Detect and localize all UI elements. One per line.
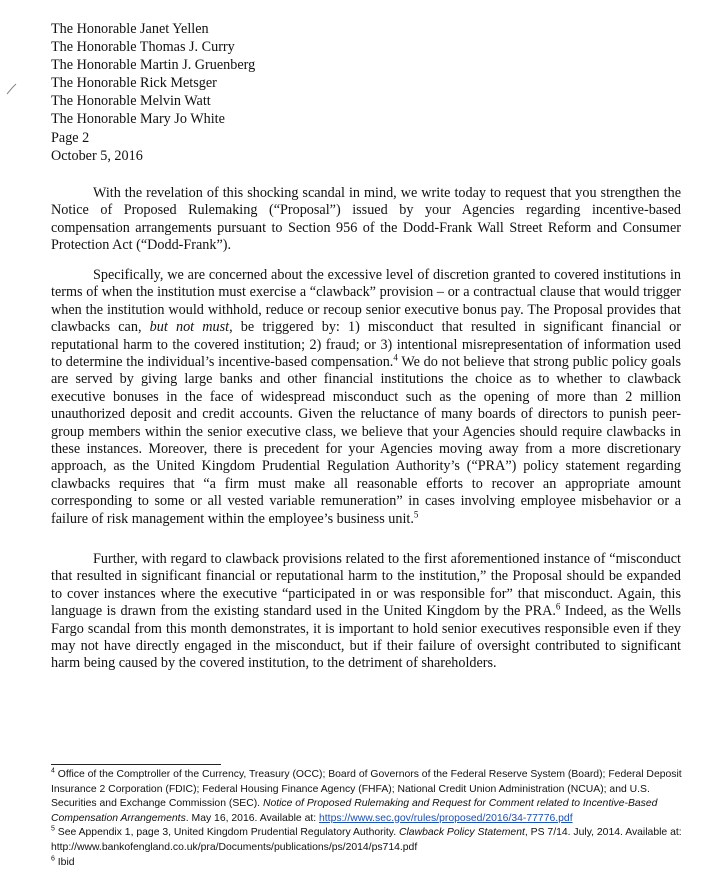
footnotes (51, 768, 691, 870)
footnote-title: Clawback Policy Statement (398, 827, 525, 839)
addressee-line: The Honorable Melvin Watt (51, 93, 211, 110)
footnote-link[interactable]: https://www.sec.gov/rules/proposed/2016/34-77776.pdf (319, 812, 573, 824)
addressee-line: The Honorable Martin J. Gruenberg (51, 57, 256, 74)
paragraph-text: , be triggered by: 1) misconduct that resulted in significant financial or reputational harm to the covered institution; 2) fraud; or 3) intentional misrepresentation of information used to determine the individual’s incentive-based compensation. (51, 319, 682, 371)
footnote-ref-5[interactable]: 5 (413, 508, 419, 519)
footnote-ref-4[interactable]: 4 (393, 352, 398, 363)
footnote-text: See Appendix 1, page 3, United Kingdom Prudential Regulatory Authority. (54, 827, 399, 839)
paragraph-text: Indeed, as the Wells Fargo scandal from this month demonstrates, it is important to hold senior executives responsible even if they may not have directly engaged in the misconduct, but if their failure of oversight contributed to significant harm being caused by the covered institution, to the detriment of shareholders. (51, 603, 682, 672)
footnote-text: . May 16, 2016. Available at: (185, 812, 320, 824)
page-number: Page 2 (51, 129, 90, 146)
addressee-block (51, 20, 451, 165)
addressee-line: The Honorable Rick Metsger (51, 75, 217, 92)
addressee-line: The Honorable Janet Yellen (51, 21, 209, 37)
body-paragraph-3 (51, 551, 681, 673)
addressee-line: The Honorable Mary Jo White (51, 111, 225, 128)
footnote-text: , PS 7/14. July, 2014. Available at: http://www.bankofengland.co.uk/pra/Documents/publications/ps/2014/ps714.pdf (51, 827, 682, 853)
body-paragraph-1 (51, 185, 681, 255)
letter-date: October 5, 2016 (51, 147, 143, 164)
footnote-text: Ibid (54, 856, 75, 868)
paragraph-text: Specifically, we are concerned about the excessive level of discretion granted to covered institutions in terms of when the institution must exercise a “clawback” provision – or a contractual clause that would trigger when the institution would withhold, reduce or recoup senior executive bonus pay. The Proposal provides that clawbacks can, (51, 267, 681, 336)
footnote-title: Notice of Proposed Rulemaking and Request for Comment related to Incentive-Based Compensation Arrangements (51, 798, 658, 824)
paragraph-text: We do not believe that strong public policy goals are served by giving large banks and other financial institutions the choice as to whether to clawback executive bonuses in the face of widespread misconduct such as the opening of more than 2 million unauthorized deposit and credit accounts. Given the reluctance of many boards of directors to punish peer-group members within the senior executive class, we believe that your Agencies should require clawbacks in these instances. Moreover, there is precedent for your Agencies moving away from a more discretionary approach, as the United Kingdom Prudential Regulation Authority’s (“PRA”) policy statement regarding clawbacks requires that “a firm must make all reasonable efforts to recover an appropriate amount corresponding to some or all vested variable remuneration” in cases involving employee misbehavior or a failure of risk management within the employee’s business unit. (51, 354, 682, 527)
pen-mark-icon (6, 82, 20, 96)
footnote-6 (51, 856, 691, 871)
paragraph-text: With the revelation of this shocking scandal in mind, we write today to request that you strengthen the Notice of Proposed Rulemaking (“Proposal”) issued by your Agencies regarding incentive-based compensation arrangements pursuant to Section 956 of the Dodd-Frank Wall Street Reform and Consumer Protection Act (“Dodd-Frank”). (51, 185, 681, 254)
footnote-number: 6 (51, 855, 55, 863)
paragraph-text: Further, with regard to clawback provisions related to the first aforementioned instance of “misconduct that resulted in significant financial or reputational harm to the institution,” the Proposal should be expanded to cover instances where the executive “participated in or was responsible for” that misconduct. Again, this language is drawn from the existing standard used in the United Kingdom by the PRA. (51, 551, 681, 620)
footnote-5 (51, 826, 691, 855)
emphasis-text: but not must (149, 319, 230, 336)
footnote-number: 5 (51, 825, 55, 833)
footnote-divider (51, 764, 221, 765)
footnote-number: 4 (51, 767, 55, 775)
footnote-text: Office of the Comptroller of the Currency, Treasury (OCC); Board of Governors of the Federal Reserve System (Board); Federal Deposit Insurance 2 Corporation (FDIC); Federal Housing Finance Agency (FHFA); National Credit Union Administration (NCUA); and U.S. Securities and Exchange Commission (SEC). (51, 769, 682, 810)
body-paragraph-2 (51, 267, 681, 528)
footnote-4 (51, 768, 691, 826)
addressee-line: The Honorable Thomas J. Curry (51, 39, 235, 56)
footnote-ref-6[interactable]: 6 (555, 601, 561, 612)
